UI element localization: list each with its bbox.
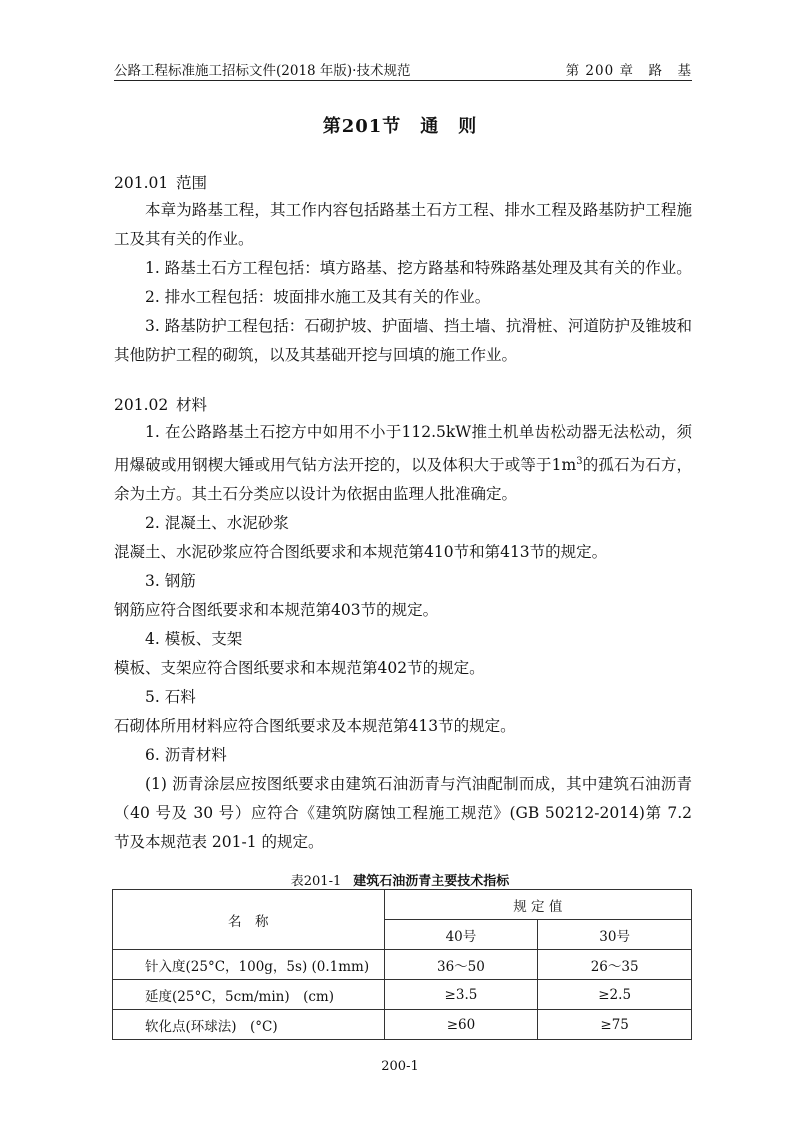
body-content bbox=[114, 170, 692, 857]
item-heading: 6. 沥青材料 bbox=[145, 746, 227, 765]
cell-name: 针入度(25°C，100g，5s) (0.1mm) bbox=[113, 950, 385, 980]
superscript: 3 bbox=[576, 456, 583, 467]
paragraph: 1. 路基土石方工程包括：填方路基、挖方路基和特殊路基处理及其有关的作业。 bbox=[145, 259, 692, 277]
section-number: 201.01 bbox=[114, 174, 169, 192]
cell-40: 36～50 bbox=[384, 950, 538, 980]
table-caption bbox=[0, 870, 800, 889]
table-row bbox=[113, 980, 692, 1010]
item-heading: 5. 石料 bbox=[145, 688, 196, 707]
paragraph-rock-classification bbox=[114, 418, 692, 509]
table-row bbox=[113, 950, 692, 980]
running-header bbox=[114, 58, 692, 81]
table-title: 建筑石油沥青主要技术指标 bbox=[353, 874, 510, 889]
table-row bbox=[113, 1010, 692, 1040]
table-header-name: 名 称 bbox=[113, 890, 385, 950]
section-heading-scope bbox=[114, 170, 692, 196]
table-header-group: 规 定 值 bbox=[384, 890, 691, 920]
spec-table bbox=[112, 889, 692, 1040]
paragraph: 钢筋应符合图纸要求和本规范第403节的规定。 bbox=[114, 601, 439, 620]
section-heading-text: 范围 bbox=[176, 174, 208, 192]
header-document-title: 公路工程标准施工招标文件(2018 年版)·技术规范 bbox=[114, 63, 411, 79]
cell-name: 软化点(环球法) (°C) bbox=[113, 1010, 385, 1040]
section-title: 第201节 通 则 bbox=[322, 116, 478, 137]
page-number: 200-1 bbox=[381, 1059, 419, 1074]
paragraph: (1) 沥青涂层应按图纸要求由建筑石油沥青与汽油配制而成，其中建筑石油沥青（40 号及 30 号）应符合《建筑防腐蚀工程施工规范》(GB 50212-2014)第 7.2 节及本规范表 201-1 的规定。 bbox=[114, 775, 692, 852]
paragraph: 石砌体所用材料应符合图纸要求及本规范第413节的规定。 bbox=[114, 717, 516, 736]
paragraph: 模板、支架应符合图纸要求和本规范第402节的规定。 bbox=[114, 659, 485, 678]
cell-40: ≥60 bbox=[384, 1010, 538, 1040]
header-chapter: 第 200 章 路 基 bbox=[565, 63, 692, 79]
cell-30: 26～35 bbox=[538, 950, 692, 980]
item-heading: 3. 钢筋 bbox=[145, 572, 196, 591]
section-number: 201.02 bbox=[114, 396, 169, 414]
paragraph: 混凝土、水泥砂浆应符合图纸要求和本规范第410节和第413节的规定。 bbox=[114, 543, 608, 562]
table-header-30: 30号 bbox=[538, 920, 692, 950]
table-number: 表201-1 bbox=[290, 874, 342, 889]
paragraph: 2. 排水工程包括：坡面排水施工及其有关的作业。 bbox=[145, 288, 491, 306]
cell-30: ≥75 bbox=[538, 1010, 692, 1040]
item-heading: 4. 模板、支架 bbox=[145, 630, 243, 649]
text-fragment: 1. 在公路路基土石挖方中如用不小于112.5kW推土机单齿松动器无法松动，须用爆破或用钢楔大锤或用气钻方法开挖的，以及体积大于或等于1m bbox=[114, 423, 692, 475]
paragraph: 3. 路基防护工程包括：石砌护坡、护面墙、挡土墙、抗滑桩、河道防护及锥坡和其他防护工程的砌筑，以及其基础开挖与回填的施工作业。 bbox=[114, 317, 692, 364]
cell-40: ≥3.5 bbox=[384, 980, 538, 1010]
section-heading-materials bbox=[114, 392, 692, 418]
paragraph: 本章为路基工程，其工作内容包括路基土石方工程、排水工程及路基防护工程施工及其有关的作业。 bbox=[114, 201, 692, 248]
cell-name: 延度(25°C，5cm/min) (cm) bbox=[113, 980, 385, 1010]
cell-30: ≥2.5 bbox=[538, 980, 692, 1010]
table-header-40: 40号 bbox=[384, 920, 538, 950]
text-fragment: 的孤石为石方，余为土方。其土石分类应以设计为依据由监理人批准确定。 bbox=[114, 456, 692, 504]
section-heading-text: 材料 bbox=[176, 396, 208, 414]
item-heading: 2. 混凝土、水泥砂浆 bbox=[145, 514, 289, 533]
